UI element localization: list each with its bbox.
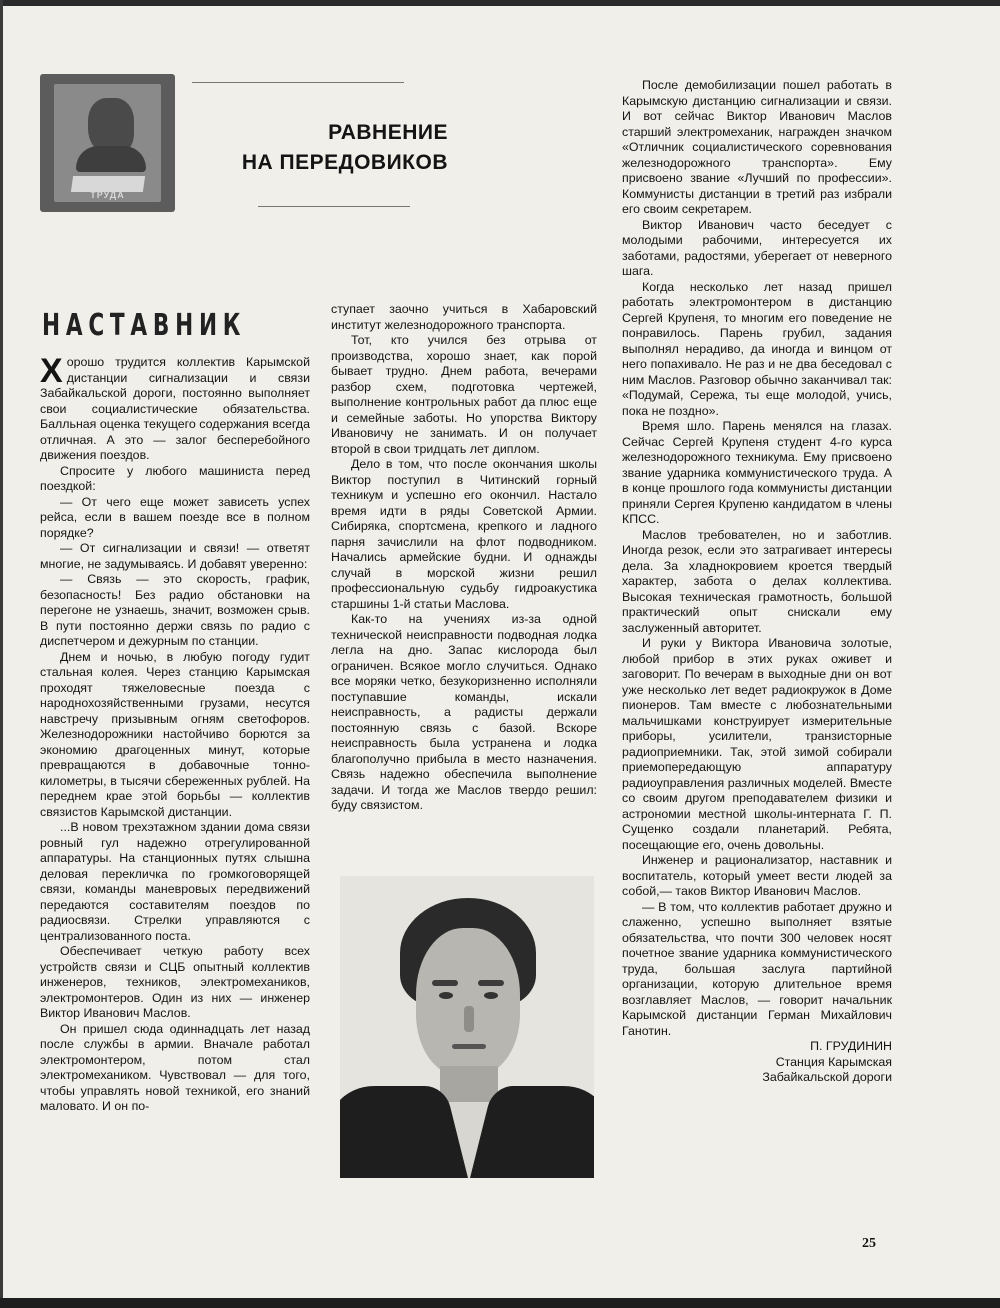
page-edge-bottom <box>0 1298 1000 1308</box>
article-column-3 <box>622 78 892 1086</box>
paragraph-1-7: ...В новом трехэтажном здании дома связи ровный гул надежно отрегулированной аппаратуры. На станционных путях слышна деловая перекличка по громкоговорящей связи, команды маневровых передвижений передаются составителям поездов по радиосвязи. Стрелки управляются с централизованного поста. <box>40 820 310 943</box>
page-edge-left <box>0 0 3 1308</box>
article-column-1 <box>40 352 310 1115</box>
photo-right-eye <box>484 992 498 999</box>
badge-portrait-field <box>54 84 161 202</box>
drop-cap: Х <box>40 352 63 390</box>
paragraph-2-2: Тот, кто учился без отрыва от производства, хорошо знает, как порой бывает трудно. Днем работа, вечерами разбор схем, подготовка чертежей, выполнение контрольных работ да плюс еще и семейные заботы. Но упорства Виктору Ивановичу не занимать. И он получает второй в свои тридцать лет диплом. <box>331 333 597 456</box>
paragraph-1-6: Днем и ночью, в любую погоду гудит стальная колея. Через станцию Карымская проходят тяжеловесные поезда с народнохозяйственными грузами, несутся навстречу призывным огням светофоров. Железнодорожники настойчиво борются за экономию драгоценных минут, которые превращаются в добавочные тонно-километры, в тысячи сбереженных рублей. На переднем крае этой борьбы — коллектив связистов Карымской дистанции. <box>40 649 310 819</box>
paragraph-1-8: Обеспечивает четкую работу всех устройств связи и СЦБ опытный коллектив инженеров, техников, электромехаников, электромонтеров. Один из них — инженер Виктор Иванович Маслов. <box>40 944 310 1020</box>
paragraph-2-3: Дело в том, что после окончания школы Виктор поступил в Читинский горный техникум и успешно его окончил. Настало время идти в ряды Советской Армии. Сибиряка, спортсмена, крепкого и ладного парня зачислили на флот подводником. Начались армейские будни. И однажды случай в морской жизни решил профессиональную судьбу гидроакустика старшины 1-й статьи Маслова. <box>331 457 597 611</box>
photo-face <box>416 928 520 1076</box>
lenin-badge-emblem <box>40 74 175 212</box>
paragraph-1-5: — Связь — это скорость, график, безопасность! Без радио обстановки на перегоне не узнаешь, значит, возможен срыв. В пути постоянно держи связь по радио с диспетчером и дежурным по станции. <box>40 572 310 648</box>
badge-lettering: ТРУДА <box>90 190 125 200</box>
paragraph-3-2: Виктор Иванович часто беседует с молодыми рабочими, интересуется их заботами, радостями, уберегает от неверного шага. <box>622 217 892 278</box>
author-place-line-2: Забайкальской дороги <box>762 1070 892 1084</box>
paragraph-2-4: Как-то на учениях из-за одной технической неисправности подводная лодка легла на дно. Запас кислорода был ограничен. Всякое могло случиться. Однако все моряки четко, безукоризненно исполняли поступавшие команды, искали неисправность, а радисты держали постоянную связь с базой. Вскоре неисправность была устранена и лодка благополучно прибыла в место назначения. Связь надежно обеспечила выполнение задачи. И тогда же Маслов твердо решил: буду связистом. <box>331 612 597 812</box>
page-number: 25 <box>862 1236 876 1251</box>
rubric-title <box>200 118 448 178</box>
badge-portrait-shoulders <box>76 146 146 172</box>
rubric-bottom-rule <box>258 206 410 207</box>
author-place-line-1: Станция Карымская <box>775 1054 892 1069</box>
paragraph-1-3: — От чего еще может зависеть успех рейса, если в вашем поезде все в полном порядке? <box>40 494 310 540</box>
paragraph-3-4: Время шло. Парень менялся на глазах. Сейчас Сергей Крупеня студент 4-го курса железнодорожного техникума. Ему присвоено звание ударника коммунистического труда. А в конце прошлого года коммунисты дистанции приняли Сергея Крупеню кандидатом в члены КПСС. <box>622 419 892 526</box>
paragraph-3-1: После демобилизации пошел работать в Карымскую дистанцию сигнализации и связи. И вот сейчас Виктор Иванович Маслов старший электромеханик, награжден значком «Отличник социалистического соревнования железнодорожного транспорта». Ему присвоено звание «Лучший по профессии». Коммунисты дистанции в третий раз избрали его своим секретарем. <box>622 78 892 216</box>
article-headline: НАСТАВНИК <box>42 308 247 343</box>
article-column-2 <box>331 302 597 814</box>
rubric-line-2: НА ПЕРЕДОВИКОВ <box>241 151 448 174</box>
photo-mouth <box>452 1044 486 1049</box>
paragraph-1-1 <box>40 352 310 464</box>
page-edge-top <box>0 0 1000 6</box>
photo-right-brow <box>478 980 504 986</box>
paragraph-3-7: Инженер и рационализатор, наставник и воспитатель, который умеет вести людей за собой,— таков Виктор Иванович Маслов. <box>622 853 892 898</box>
photo-left-brow <box>432 980 458 986</box>
paragraph-2-1: ступает заочно учиться в Хабаровский институт железнодорожного транспорта. <box>331 302 597 332</box>
rubric-line-1: РАВНЕНИЕ <box>328 121 448 144</box>
portrait-photo <box>340 876 594 1178</box>
paragraph-3-5: Маслов требователен, но и заботлив. Иногда резок, если это затрагивает интересы дела. За хладнокровием кроется твердый характер, забота о делах коллектива. Высокая техническая грамотность, большой практический опыт снискали ему заслуженный авторитет. <box>622 527 892 635</box>
paragraph-1-2: Спросите у любого машиниста перед поездкой: <box>40 463 310 493</box>
photo-nose <box>464 1006 474 1032</box>
rubric-top-rule <box>192 82 404 83</box>
author-signature: П. ГРУДИНИН <box>810 1039 892 1053</box>
paragraph-3-6: И руки у Виктора Ивановича золотые, любой прибор в этих руках оживет и заговорит. По вечерам в выходные дни он вот уже несколько лет ведет радиокружок в Доме пионеров. Там вместе с любознательными мальчишками конструирует измерительные приборы, усилители, транзисторные радиоприемники. Так, этой зимой собирали приемопередающую аппаратуру радиоуправления различных моделей. Вместе со своим другом преподавателем физики и астрономии местной школы-интерната Г. П. Сущенко создали планетарий. Ребята, посещающие его, очень довольны. <box>622 636 892 852</box>
paragraph-1-9: Он пришел сюда одиннадцать лет назад после службы в армии. Вначале работал электромонтером, потом стал электромехаником. Чувствовал — для того, чтобы управлять новой техникой, его знаний маловато. И он по- <box>40 1021 310 1113</box>
paragraph-1-4: — От сигнализации и связи! — ответят многие, не задумываясь. И добавят уверенно: <box>40 541 310 571</box>
paragraph-3-3: Когда несколько лет назад пришел работать электромонтером в дистанцию Сергей Крупеня, то многим его поведение не понравилось. Парень грубил, задания выполнял нерадиво, да иногда и винцом от него попахивало. Не раз и не два беседовал с ним Маслов. Разговор обычно заканчивал так: «Подумай, Сережа, ты еще молодой, учись, пока не поздно». <box>622 279 892 418</box>
paragraph-3-8: — В том, что коллектив работает дружно и слаженно, успешно выполняет взятые обязательства, что почти 300 человек носят почетное звание ударника коммунистического труда, большая заслуга партийной организации, которую длительное время возглавляет Маслов, — говорит начальник Карымской дистанции Герман Михайлович Ганотин. <box>622 899 892 1038</box>
paragraph-1-1-text: орошо трудится коллектив Карымской дистанции сигнализации и связи Забайкальской дороги, постоянно выполняет свои социалистические обязательства. Балльная оценка текущего содержания всегда отличная. А это — залог бесперебойного движения поездов. <box>40 355 310 462</box>
photo-left-eye <box>439 992 453 999</box>
